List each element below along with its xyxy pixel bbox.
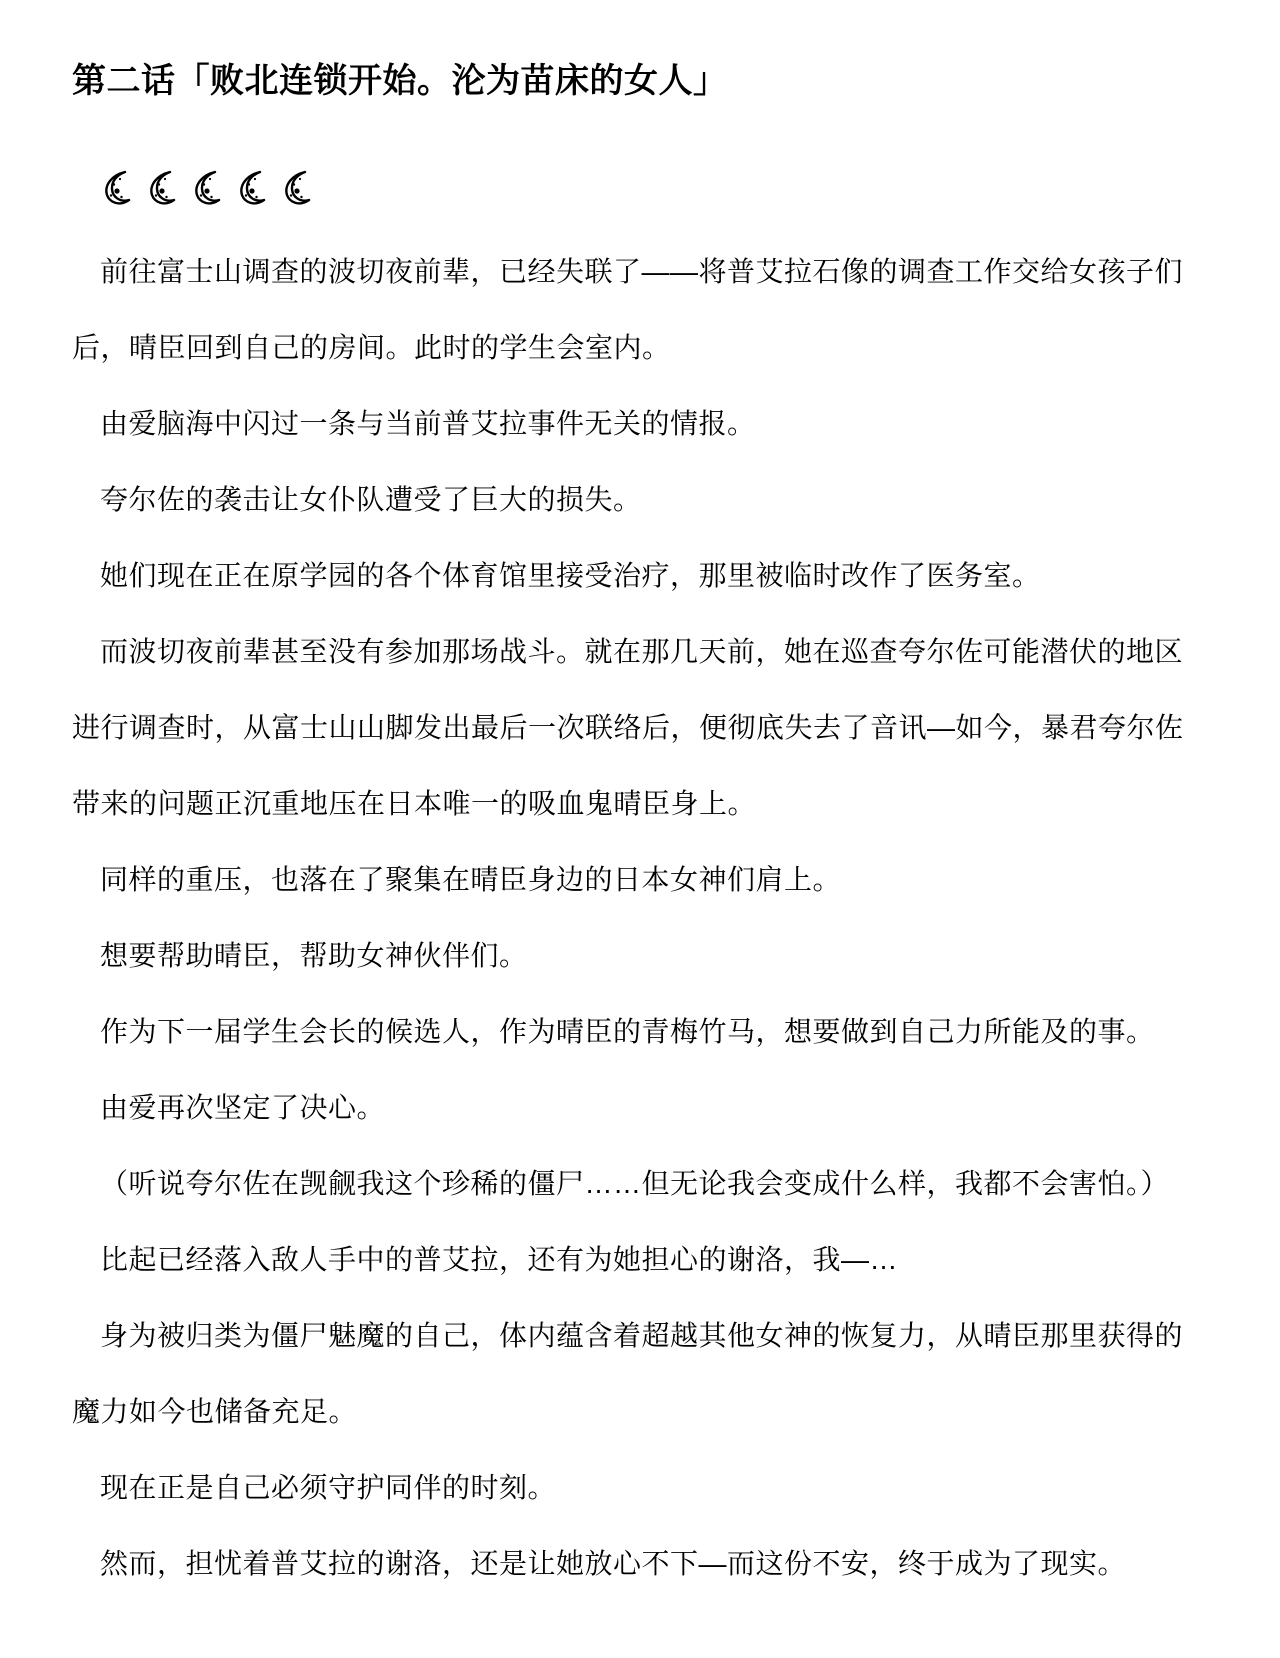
paragraph: 由爱再次坚定了决心。 [100, 1092, 386, 1123]
paragraph: 她们现在正在原学园的各个体育馆里接受治疗，那里被临时改作了医务室。 [100, 560, 1041, 591]
chapter-title: 第二话「败北连锁开始。沦为苗床的女人」 [72, 62, 728, 100]
paragraph: 前往富士山调查的波切夜前辈，已经失联了——将普艾拉石像的调查工作交给女孩子们后，晴臣回到自己的房间。此时的学生会室内。 [72, 256, 1184, 363]
paragraph: 作为下一届学生会长的候选人，作为晴臣的青梅竹马，想要做到自己力所能及的事。 [100, 1016, 1155, 1047]
scene-divider [100, 166, 1208, 210]
crescent-moon-icon [145, 170, 181, 206]
paragraph: 由爱脑海中闪过一条与当前普艾拉事件无关的情报。 [100, 408, 756, 439]
crescent-moon-icon [280, 170, 316, 206]
paragraph: 同样的重压，也落在了聚集在晴臣身边的日本女神们肩上。 [100, 864, 842, 895]
paragraph: 身为被归类为僵尸魅魔的自己，体内蕴含着超越其他女神的恢复力，从晴臣那里获得的魔力如今也储备充足。 [72, 1320, 1184, 1427]
paragraph: 比起已经落入敌人手中的普艾拉，还有为她担心的谢洛，我—… [100, 1244, 899, 1275]
paragraph: 夸尔佐的袭击让女仆队遭受了巨大的损失。 [100, 484, 642, 515]
paragraph: 然而，担忧着普艾拉的谢洛，还是让她放心不下—而这份不安，终于成为了现实。 [100, 1548, 1127, 1579]
crescent-moon-icon [100, 170, 136, 206]
paragraph: 想要帮助晴臣，帮助女神伙伴们。 [100, 940, 528, 971]
paragraph: （听说夸尔佐在觊觎我这个珍稀的僵尸……但无论我会变成什么样，我都不会害怕。） [100, 1168, 1170, 1199]
body-text [72, 234, 1208, 1602]
crescent-moon-icon [235, 170, 271, 206]
crescent-moon-icon [190, 170, 226, 206]
paragraph: 现在正是自己必须守护同伴的时刻。 [100, 1472, 557, 1503]
paragraph: 而波切夜前辈甚至没有参加那场战斗。就在那几天前，她在巡查夸尔佐可能潜伏的地区进行调查时，从富士山山脚发出最后一次联络后，便彻底失去了音讯—如今，暴君夸尔佐带来的问题正沉重地压在日本唯一的吸血鬼晴臣身上。 [72, 636, 1184, 819]
